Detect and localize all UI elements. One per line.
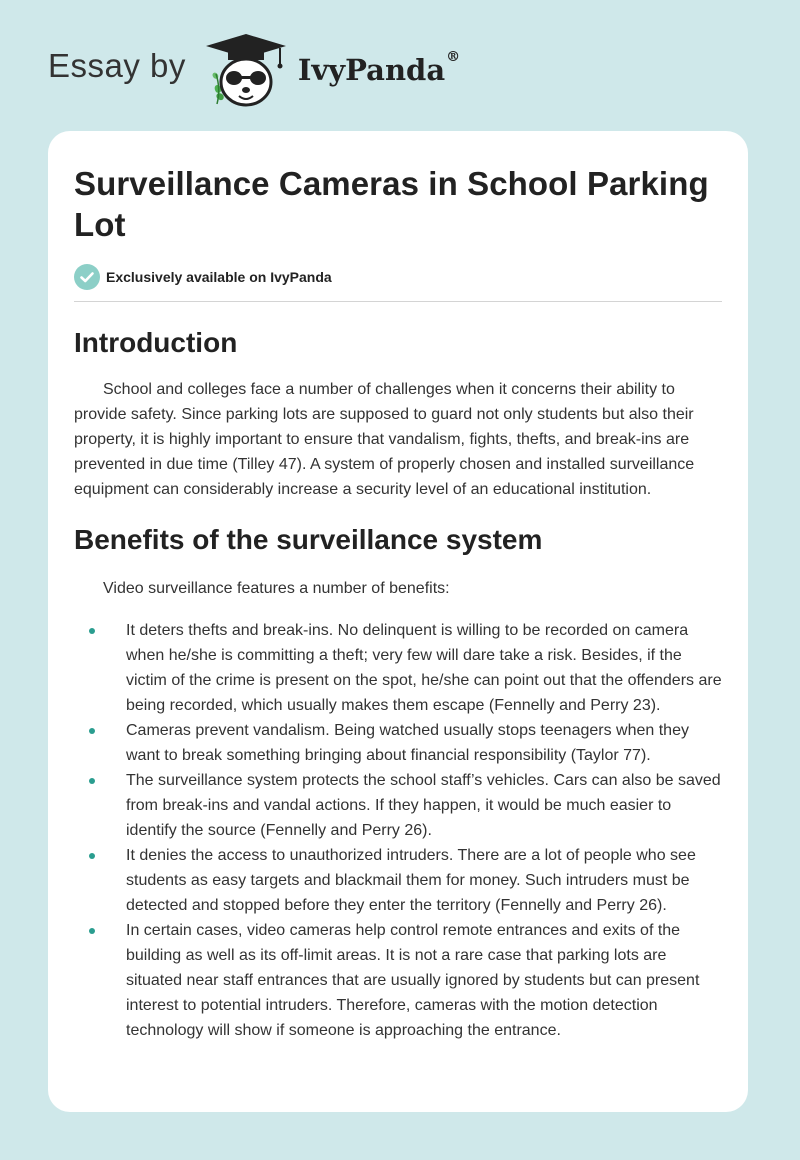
exclusive-badge [74, 264, 722, 290]
page-title: Surveillance Cameras in School Parking Lot [74, 165, 709, 243]
benefits-list [74, 618, 722, 1043]
brand-name[interactable]: IvyPanda® [297, 49, 461, 87]
essay-card [48, 131, 748, 1112]
check-circle-icon [74, 264, 100, 290]
registered-mark: ® [446, 49, 461, 65]
bullet-dot-icon [89, 853, 95, 859]
title-divider [74, 301, 722, 302]
introduction-paragraph: School and colleges face a number of challenges when it concerns their ability to provide safety. Since parking lots are supposed to guard not only students but also their property, it is highly important to ensure that vandalism, fights, thefts, and break-ins are prevented in due time (Tilley 47). A system of properly chosen and installed surveillance equipment can considerably increase a security level of an educational institution. [74, 381, 695, 498]
bullet-dot-icon [89, 928, 95, 934]
bullet-dot-icon [89, 778, 95, 784]
bullet-dot-icon [89, 628, 95, 634]
essay-by-label: Essay by [48, 47, 186, 84]
benefits-lead-paragraph: Video surveillance features a number of benefits: [103, 580, 450, 597]
exclusive-label: Exclusively available on IvyPanda [106, 269, 332, 285]
list-item: Cameras prevent vandalism. Being watched usually stops teenagers when they want to break something bringing about financial responsibility (Taylor 77). [74, 718, 722, 768]
site-header [48, 30, 460, 110]
list-item: The surveillance system protects the school staff’s vehicles. Cars can also be saved from break-ins and vandal actions. If they happen, it would be much easier to identify the source (Fennelly and Perry 26). [74, 768, 722, 843]
list-item: In certain cases, video cameras help control remote entrances and exits of the building as well as its off-limit areas. It is not a rare case that parking lots are situated near staff entrances that are usually ignored by students but can present interest to potential intruders. Therefore, cameras with the motion detection technology will show if someone is approaching the entrance. [74, 918, 722, 1043]
list-item: It denies the access to unauthorized intruders. There are a lot of people who see students as easy targets and blackmail them for money. Such intruders must be detected and stopped before they enter the territory (Fennelly and Perry 26). [74, 843, 722, 918]
bullet-dot-icon [89, 728, 95, 734]
section-heading-benefits: Benefits of the surveillance system [74, 524, 543, 555]
section-heading-introduction: Introduction [74, 327, 238, 358]
panda-graduate-logo-icon[interactable] [200, 30, 292, 110]
list-item: It deters thefts and break-ins. No delinquent is willing to be recorded on camera when he/she is committing a theft; very few will dare take a risk. Besides, if the victim of the crime is present on the spot, he/she can point out that the offenders are being recorded, which usually makes them escape (Fennelly and Perry 23). [74, 618, 722, 718]
